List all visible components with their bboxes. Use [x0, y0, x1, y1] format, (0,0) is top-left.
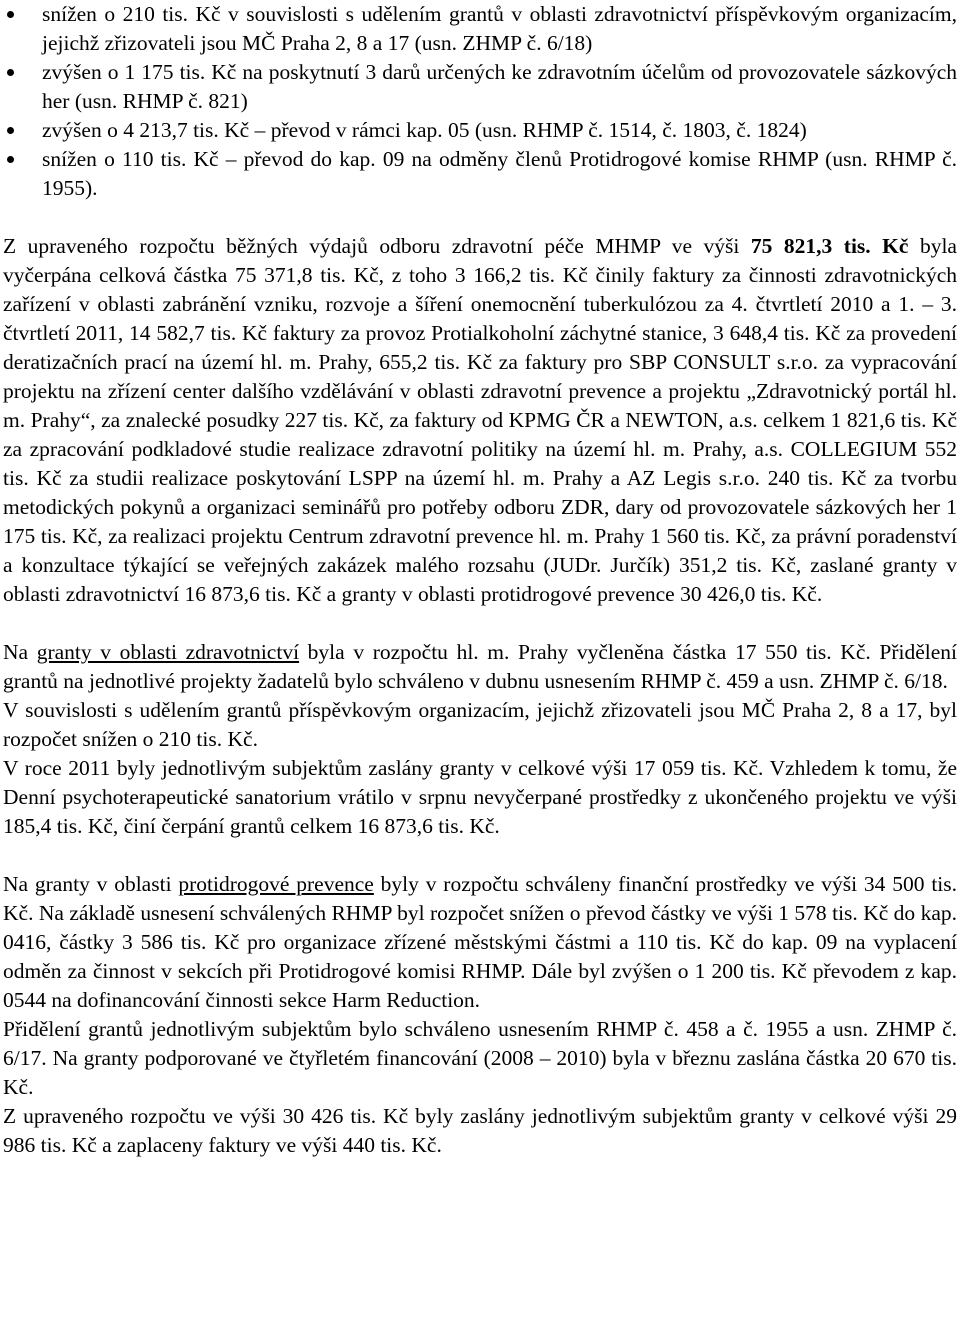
list-item: [3, 58, 957, 116]
paragraph-health-grants: Na granty v oblasti zdravotnictví byla v rozpočtu hl. m. Prahy vyčleněna částka 17 550 tis. Kč. Přidělení grantů na jednotlivé projekty žadatelů bylo schváleno v dubnu usnesením RHMP č. 459 a usn. ZHMP č. 6/18.: [3, 640, 957, 693]
paragraph-budget-spending: Z upraveného rozpočtu běžných výdajů odboru zdravotní péče MHMP ve výši 75 821,3 tis. Kč byla vyčerpána celková částka 75 371,8 tis. Kč, z toho 3 166,2 tis. Kč činily faktury za činnosti zdravotnických zařízení v oblasti zabránění vzniku, rozvoje a šíření onemocnění tuberkulózou za 4. čtvrtletí 2010 a 1. – 3. čtvrtletí 2011, 14 582,7 tis. Kč faktury za provoz Protialkoholní záchytné stanice, 3 648,4 tis. Kč za provedení deratizačních prací na území hl. m. Prahy, 655,2 tis. Kč za faktury pro SBP CONSULT s.r.o. za vypracování projektu na zřízení center dalšího vzdělávání v oblasti zdravotní prevence a projektu „Zdravotnický portál hl. m. Prahy“, za znalecké posudky 227 tis. Kč, za faktury od KPMG ČR a NEWTON, a.s. celkem 1 821,6 tis. Kč za zpracování podkladové studie realizace zdravotní politiky na území hl. m. Prahy, a.s. COLLEGIUM 552 tis. Kč za studii realizace poskytování LSPP na území hl. m. Prahy a AZ Legis s.r.o. 240 tis. Kč za tvorbu metodických pokynů a organizaci seminářů pro potřeby odboru ZDR, dary od provozovatele sázkových her 1 175 tis. Kč, za realizaci projektu Centrum zdravotní prevence hl. m. Prahy 1 560 tis. Kč, za právní poradenství a konzultace týkající se veřejných zakázek malého rozsahu (JUDr. Jurčík) 351,2 tis. Kč, zaslané granty v oblasti zdravotnictví 16 873,6 tis. Kč a granty v oblasti protidrogové prevence 30 426,0 tis. Kč.: [3, 234, 957, 606]
list-item-text: snížen o 110 tis. Kč – převod do kap. 09 na odměny členů Protidrogové komise RHMP (usn. RHMP č. 1955).: [42, 147, 957, 200]
paragraph-drug-budget-spending: Z upraveného rozpočtu ve výši 30 426 tis. Kč byly zaslány jednotlivým subjektům granty v celkové výši 29 986 tis. Kč a zaplaceny faktury ve výši 440 tis. Kč.: [3, 1104, 957, 1157]
budget-change-list: [3, 0, 957, 203]
paragraph-grant-allocation: Přidělení grantů jednotlivým subjektům bylo schváleno usnesením RHMP č. 458 a č. 1955 a usn. ZHMP č. 6/17. Na granty podporované ve čtyřletém financování (2008 – 2010) byla v březnu zaslána částka 20 670 tis. Kč.: [3, 1017, 957, 1099]
bullet-icon: [7, 69, 14, 76]
list-item: [3, 145, 957, 203]
budget-total: 75 821,3 tis. Kč: [750, 234, 909, 258]
list-item: [3, 116, 957, 145]
paragraph-grants-2011: V roce 2011 byly jednotlivým subjektům zaslány granty v celkové výši 17 059 tis. Kč. Vzhledem k tomu, že Denní psychoterapeutické sanatorium vrátilo v srpnu nevyčerpané prostředky z ukončeného projektu ve výši 185,4 tis. Kč, činí čerpání grantů celkem 16 873,6 tis. Kč.: [3, 756, 957, 838]
bullet-icon: [7, 11, 14, 18]
bullet-icon: [7, 127, 14, 134]
list-item-text: zvýšen o 4 213,7 tis. Kč – převod v rámci kap. 05 (usn. RHMP č. 1514, č. 1803, č. 1824): [42, 118, 807, 142]
paragraph-drug-prevention: Na granty v oblasti protidrogové prevence byly v rozpočtu schváleny finanční prostředky ve výši 34 500 tis. Kč. Na základě usnesení schválených RHMP byl rozpočet snížen o převod částky ve výši 1 578 tis. Kč do kap. 0416, částky 3 586 tis. Kč pro organizace zřízené městskými částmi a 110 tis. Kč do kap. 09 na vyplacení odměn za činnost v sekcích při Protidrogové komisi RHMP. Dále byl zvýšen o 1 200 tis. Kč převodem z kap. 0544 na dofinancování činnosti sekce Harm Reduction.: [3, 872, 958, 1012]
list-item: [3, 0, 957, 58]
drug-prevention-term: protidrogové prevence: [178, 872, 374, 896]
bullet-icon: [7, 156, 14, 163]
list-item-text: snížen o 210 tis. Kč v souvislosti s udělením grantů v oblasti zdravotnictví příspěvkovým organizacím, jejichž zřizovateli jsou MČ Praha 2, 8 a 17 (usn. ZHMP č. 6/18): [42, 2, 957, 55]
list-item-text: zvýšen o 1 175 tis. Kč na poskytnutí 3 darů určených ke zdravotním účelům od provozovatele sázkových her (usn. RHMP č. 821): [42, 60, 957, 113]
paragraph-grant-reduction: V souvislosti s udělením grantů příspěvkovým organizacím, jejichž zřizovateli jsou MČ Praha 2, 8 a 17, byl rozpočet snížen o 210 tis. Kč.: [3, 698, 957, 751]
health-grants-term: granty v oblasti zdravotnictví: [36, 640, 300, 664]
